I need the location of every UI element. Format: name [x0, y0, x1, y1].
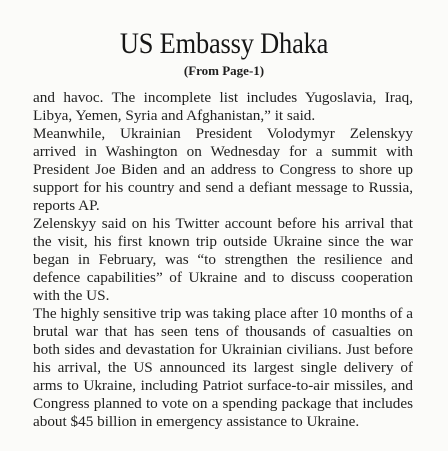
continuation-label: (From Page-1)	[183, 63, 265, 78]
paragraph-3: Zelenskyy said on his Twitter account before his arrival that the visit, his first known trip outside Ukraine since the war began in February, was “to strengthen the resilience and defence capabilities” of Ukraine and to discuss cooperation with the US.	[33, 215, 413, 304]
paragraph-4: The highly sensitive trip was taking place after 10 months of a brutal war that has seen tens of thousands of casualties on both sides and devastation for Ukrainian civilians. Just before his arrival, the US announced its largest single delivery of arms to Ukraine, including Patriot surface-to-air missiles, and Congress planned to vote on a spending package that includes about $45 billion in emergency assistance to Ukraine.	[33, 305, 413, 430]
headline: US Embassy Dhaka	[119, 27, 329, 60]
article-body	[33, 89, 413, 431]
paragraph-2: Meanwhile, Ukrainian President Volodymyr Zelenskyy arrived in Washington on Wednesday for a summit with President Joe Biden and an address to Congress to shore up support for his country and send a defiant message to Russia, reports AP.	[33, 125, 413, 214]
paragraph-1: and havoc. The incomplete list includes Yugoslavia, Iraq, Libya, Yemen, Syria and Afghanistan,” it said.	[33, 89, 413, 124]
